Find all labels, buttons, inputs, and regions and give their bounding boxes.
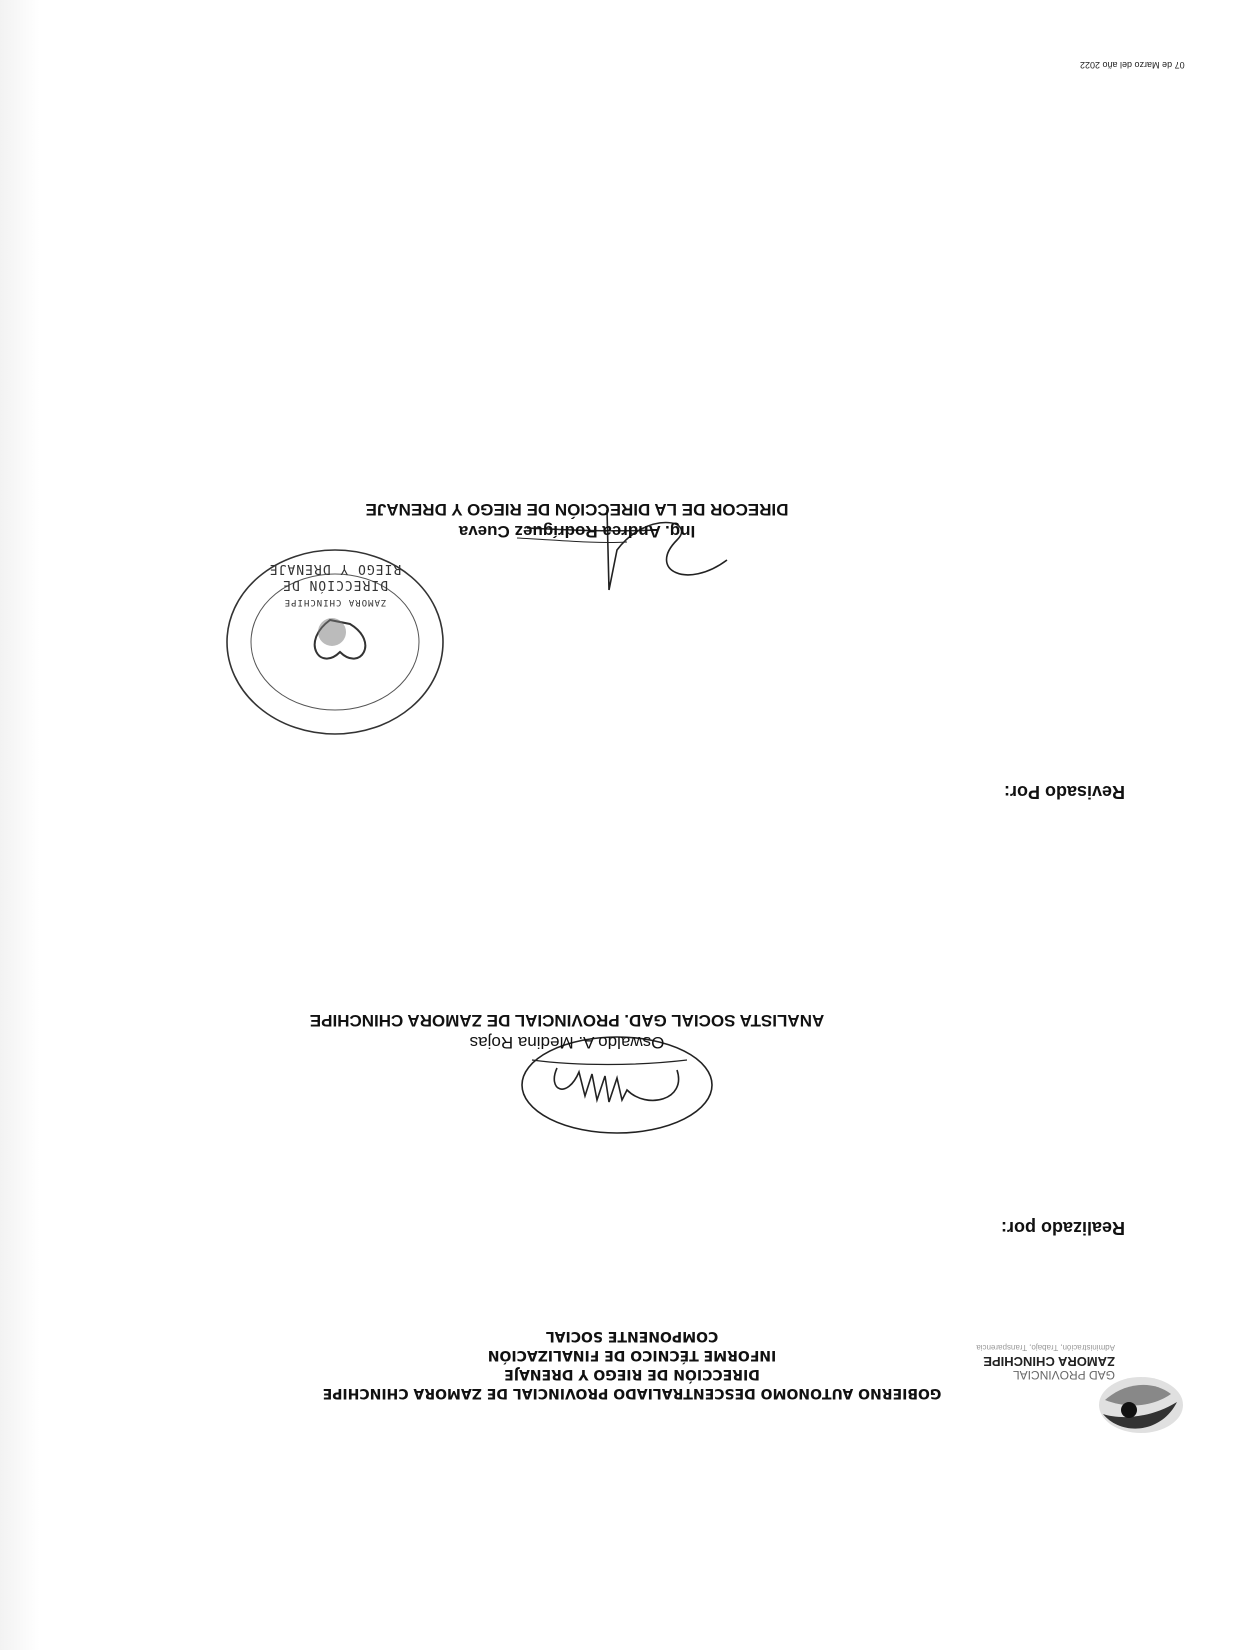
document-date: 07 de Marzo del año 2022 bbox=[1080, 60, 1185, 70]
logo-line-2: ZAMORA CHINCHIPE bbox=[983, 1354, 1115, 1369]
header-line-4: COMPONENTE SOCIAL bbox=[545, 1328, 719, 1344]
logo-line-1: GAD PROVINCIAL bbox=[1012, 1368, 1115, 1382]
revisado-signature-block bbox=[327, 498, 827, 542]
header-title-block bbox=[282, 1326, 982, 1402]
revisado-label: Revisado Por: bbox=[1003, 782, 1125, 802]
realizado-signature-block bbox=[237, 1009, 897, 1053]
seal-center-line-2: RIEGO Y DRENAJE bbox=[268, 561, 402, 576]
header-line-3: INFORME TÉCNICO DE FINALIZACIÓN bbox=[487, 1347, 777, 1363]
revisado-name: Ing. Andrea Rodríguez Cueva bbox=[458, 522, 696, 541]
seal-center-small: ZAMORA CHINCHIPE bbox=[283, 597, 387, 607]
realizado-name: Oswaldo A. Medina Rojas bbox=[469, 1033, 665, 1052]
logo-line-3: Administración, Trabajo, Transparencia bbox=[976, 1343, 1115, 1352]
realizado-role: ANALISTA SOCIAL GAD. PROVINCIAL DE ZAMORA CHINCHIPE bbox=[309, 1011, 825, 1030]
seal-center-line-1: DIRECCIÓN DE bbox=[282, 577, 388, 592]
gad-logo bbox=[976, 1330, 1191, 1440]
header-line-1: GOBIERNO AUTONOMO DESCENTRALIADO PROVINCIAL DE ZAMORA CHINCHIPE bbox=[322, 1385, 942, 1401]
official-seal bbox=[220, 542, 450, 742]
realizado-label: Realizado por: bbox=[1000, 1218, 1125, 1238]
header-line-2: DIRECCIÓN DE RIEGO Y DRENAJE bbox=[504, 1366, 760, 1382]
revisado-role: DIRECOR DE LA DIRECCIÓN DE RIEGO Y DRENAJE bbox=[365, 500, 789, 519]
scan-edge-shadow bbox=[0, 0, 40, 1650]
